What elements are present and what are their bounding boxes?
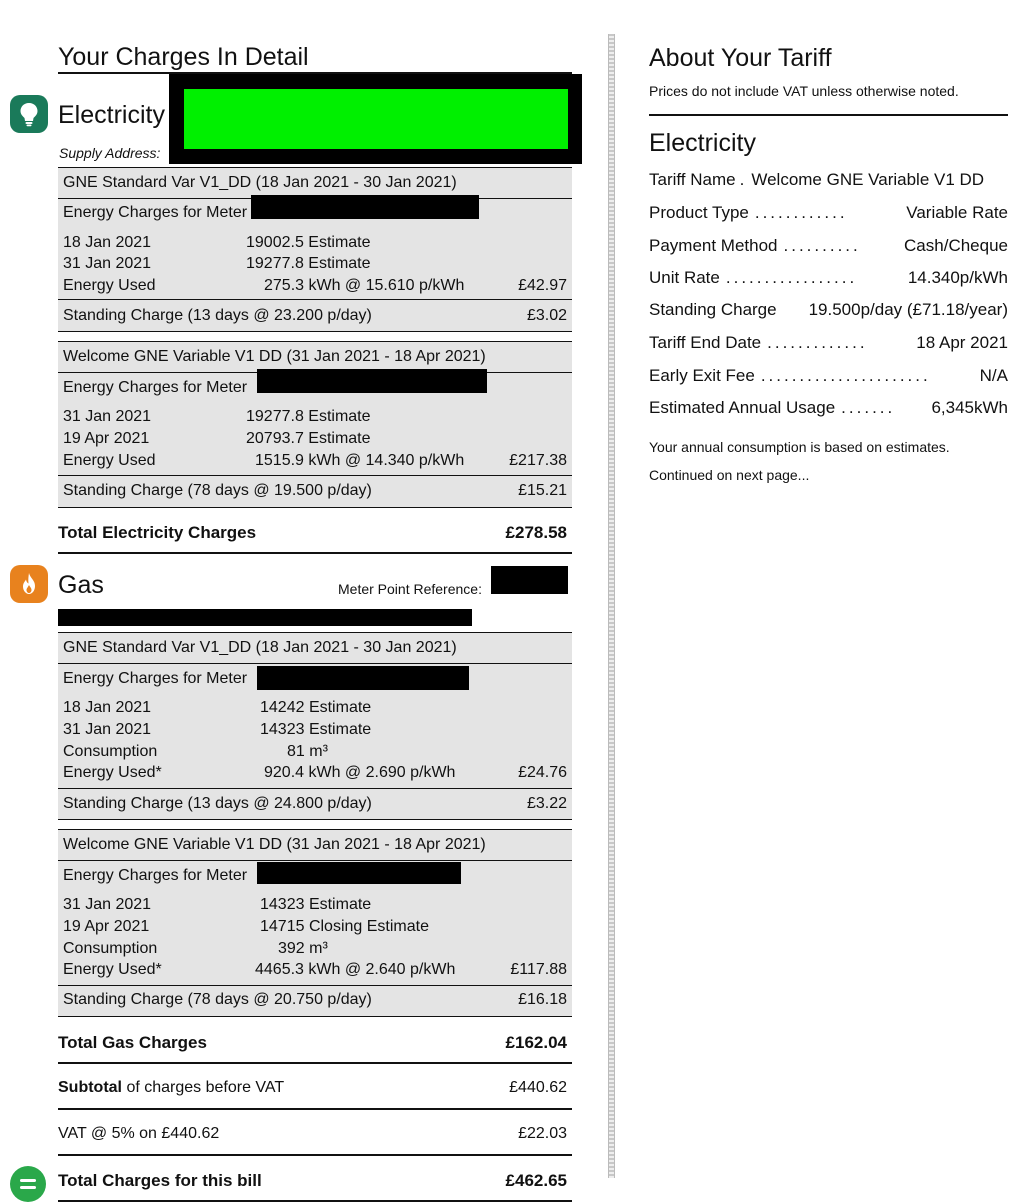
estimated-annual-usage-row <box>649 398 1008 418</box>
standing-charge-amount: £15.21 <box>518 482 567 499</box>
tariff-period-header <box>58 168 572 198</box>
divider <box>58 507 572 508</box>
tariff-period-label: GNE Standard Var V1_DD (18 Jan 2021 - 30 Jan 2021) <box>63 174 457 191</box>
leader-dots: .......... <box>783 236 861 255</box>
consumption-label: Consumption <box>63 940 158 957</box>
standing-charge-amount: £16.18 <box>518 991 567 1008</box>
tariff-row-value: 19.500p/day (£71.18/year) <box>808 300 1008 319</box>
energy-used-amount: £24.76 <box>518 764 567 781</box>
energy-used-amount: £217.38 <box>509 452 567 469</box>
meter-label: Energy Charges for Meter <box>63 670 248 687</box>
tariff-end-date-row <box>649 333 1008 353</box>
standing-charge-label: Standing Charge (13 days @ 24.800 p/day) <box>63 795 372 812</box>
energy-used-label: Energy Used* <box>63 961 162 978</box>
tariff-period-label: Welcome GNE Variable V1 DD (31 Jan 2021 - 18 Apr 2021) <box>63 836 486 853</box>
tariff-row-label: Tariff End Date <box>649 333 762 352</box>
meter-label: Energy Charges for Meter <box>63 867 248 884</box>
meter-number-redaction <box>251 195 479 219</box>
electricity-title: Electricity <box>58 101 165 129</box>
reading-value: 14323 Estimate <box>260 896 372 913</box>
grand-total-row <box>58 1171 572 1191</box>
standing-charge-label: Standing Charge (13 days @ 23.200 p/day) <box>63 307 372 324</box>
tariff-row-value: 18 Apr 2021 <box>916 333 1008 352</box>
leader-dots: ................. <box>725 268 858 287</box>
energy-used-detail: 275.3 kWh @ 15.610 p/kWh <box>264 277 465 294</box>
divider <box>58 819 572 820</box>
column-divider <box>608 34 615 1178</box>
energy-used-label: Energy Used <box>63 277 156 294</box>
electricity-total-amount: £278.58 <box>505 523 567 542</box>
leader-dots <box>783 300 803 320</box>
standing-charge-row <box>649 300 1008 320</box>
energy-used-amount: £42.97 <box>518 277 567 294</box>
reading-date: 18 Jan 2021 <box>63 699 152 716</box>
vat-note: Prices do not include VAT unless otherwise noted. <box>649 83 959 99</box>
gas-total-row <box>58 1033 572 1053</box>
meter-number-redaction <box>257 862 461 884</box>
lightbulb-icon <box>10 95 48 133</box>
standing-charge-row <box>58 789 572 819</box>
energy-used-label: Energy Used* <box>63 764 162 781</box>
tariff-row-value: Cash/Cheque <box>904 236 1008 255</box>
grand-total-label: Total Charges for this bill <box>58 1171 262 1190</box>
vat-label: VAT @ 5% on £440.62 <box>58 1125 220 1142</box>
unit-rate-row <box>649 268 1008 288</box>
redaction-highlight <box>184 89 568 149</box>
standing-charge-amount: £3.22 <box>526 795 567 812</box>
address-redaction <box>58 609 472 626</box>
meter-label: Energy Charges for Meter <box>63 204 248 221</box>
reading-value: 14323 Estimate <box>260 721 372 738</box>
tariff-row-label: Tariff Name <box>649 170 736 189</box>
divider <box>58 1200 572 1202</box>
meter-label: Energy Charges for Meter <box>63 379 248 396</box>
reading-date: 31 Jan 2021 <box>63 408 152 425</box>
charges-title: Your Charges In Detail <box>58 43 309 71</box>
meter-point-reference-label: Meter Point Reference: <box>338 581 482 597</box>
product-type-row <box>649 203 1008 223</box>
tariff-row-label: Standing Charge <box>649 300 777 319</box>
subtotal-label: of charges before VAT <box>122 1079 285 1096</box>
reading-value: 20793.7 Estimate <box>246 430 371 447</box>
tariff-period-label: Welcome GNE Variable V1 DD (31 Jan 2021 - 18 Apr 2021) <box>63 348 486 365</box>
tariff-row-label: Payment Method <box>649 236 778 255</box>
electricity-total-row <box>58 523 572 543</box>
tariff-row-value: Welcome GNE Variable V1 DD <box>751 170 985 189</box>
reading-date: 31 Jan 2021 <box>63 896 152 913</box>
equals-icon <box>10 1166 46 1202</box>
leader-dots: ............. <box>767 333 868 352</box>
reading-value: 14242 Estimate <box>260 699 372 716</box>
consumption-value: 81 m³ <box>287 743 328 760</box>
reading-value: 19002.5 Estimate <box>246 234 371 251</box>
standing-charge-amount: £3.02 <box>526 307 567 324</box>
reading-date: 19 Apr 2021 <box>63 918 150 935</box>
tariff-period-label: GNE Standard Var V1_DD (18 Jan 2021 - 30 Jan 2021) <box>63 639 457 656</box>
tariff-title: About Your Tariff <box>649 44 832 72</box>
gas-title: Gas <box>58 571 104 599</box>
continued-note: Continued on next page... <box>649 467 810 483</box>
standing-charge-row <box>58 300 572 331</box>
energy-used-detail: 4465.3 kWh @ 2.640 p/kWh <box>255 961 456 978</box>
reading-date: 18 Jan 2021 <box>63 234 152 251</box>
mpr-redaction <box>491 566 568 594</box>
vat-row <box>58 1125 572 1143</box>
tariff-name-row <box>649 170 1008 190</box>
reading-value: 14715 Closing Estimate <box>260 918 429 935</box>
early-exit-fee-row <box>649 366 1008 386</box>
consumption-footnote: Your annual consumption is based on estimates. <box>649 439 950 455</box>
tariff-period-header <box>58 830 572 860</box>
consumption-value: 392 m³ <box>278 940 328 957</box>
tariff-row-label: Estimated Annual Usage <box>649 398 836 417</box>
supply-address-label: Supply Address: <box>59 145 161 161</box>
tariff-divider <box>649 114 1008 116</box>
reading-date: 31 Jan 2021 <box>63 721 152 738</box>
payment-method-row <box>649 236 1008 256</box>
tariff-section-title: Electricity <box>649 129 756 157</box>
divider <box>58 1062 572 1064</box>
divider <box>58 331 572 332</box>
divider <box>58 1154 572 1156</box>
meter-number-redaction <box>257 666 469 690</box>
standing-charge-row <box>58 476 572 507</box>
tariff-period-header <box>58 342 572 372</box>
reading-date: 19 Apr 2021 <box>63 430 150 447</box>
reading-value: 19277.8 Estimate <box>246 255 371 272</box>
reading-value: 19277.8 Estimate <box>246 408 371 425</box>
divider <box>58 552 572 554</box>
leader-dots: ....... <box>841 398 896 417</box>
subtotal-amount: £440.62 <box>509 1079 567 1096</box>
standing-charge-label: Standing Charge (78 days @ 20.750 p/day) <box>63 991 372 1008</box>
tariff-row-label: Early Exit Fee <box>649 366 755 385</box>
tariff-row-value: 6,345kWh <box>931 398 1008 417</box>
tariff-period-header <box>58 633 572 663</box>
energy-used-amount: £117.88 <box>510 961 567 978</box>
vat-amount: £22.03 <box>518 1125 567 1142</box>
flame-icon <box>10 565 48 603</box>
energy-used-label: Energy Used <box>63 452 156 469</box>
tariff-row-value: 14.340p/kWh <box>907 268 1008 287</box>
standing-charge-row <box>58 986 572 1016</box>
gas-total-label: Total Gas Charges <box>58 1033 207 1052</box>
tariff-row-value: N/A <box>979 366 1008 385</box>
divider <box>58 1016 572 1017</box>
standing-charge-label: Standing Charge (78 days @ 19.500 p/day) <box>63 482 372 499</box>
energy-used-detail: 1515.9 kWh @ 14.340 p/kWh <box>255 452 465 469</box>
subtotal-bold-label: Subtotal <box>58 1079 122 1096</box>
leader-dots: . <box>739 170 748 189</box>
leader-dots: ............ <box>754 203 848 222</box>
tariff-row-label: Unit Rate <box>649 268 720 287</box>
meter-number-redaction <box>257 369 487 393</box>
tariff-row-value: Variable Rate <box>906 203 1008 222</box>
subtotal-row <box>58 1079 572 1097</box>
reading-date: 31 Jan 2021 <box>63 255 152 272</box>
tariff-row-label: Product Type <box>649 203 749 222</box>
energy-used-detail: 920.4 kWh @ 2.690 p/kWh <box>264 764 456 781</box>
divider <box>58 1108 572 1110</box>
consumption-label: Consumption <box>63 743 158 760</box>
leader-dots: ...................... <box>760 366 931 385</box>
gas-total-amount: £162.04 <box>505 1033 567 1052</box>
grand-total-amount: £462.65 <box>505 1171 567 1190</box>
electricity-total-label: Total Electricity Charges <box>58 523 257 542</box>
